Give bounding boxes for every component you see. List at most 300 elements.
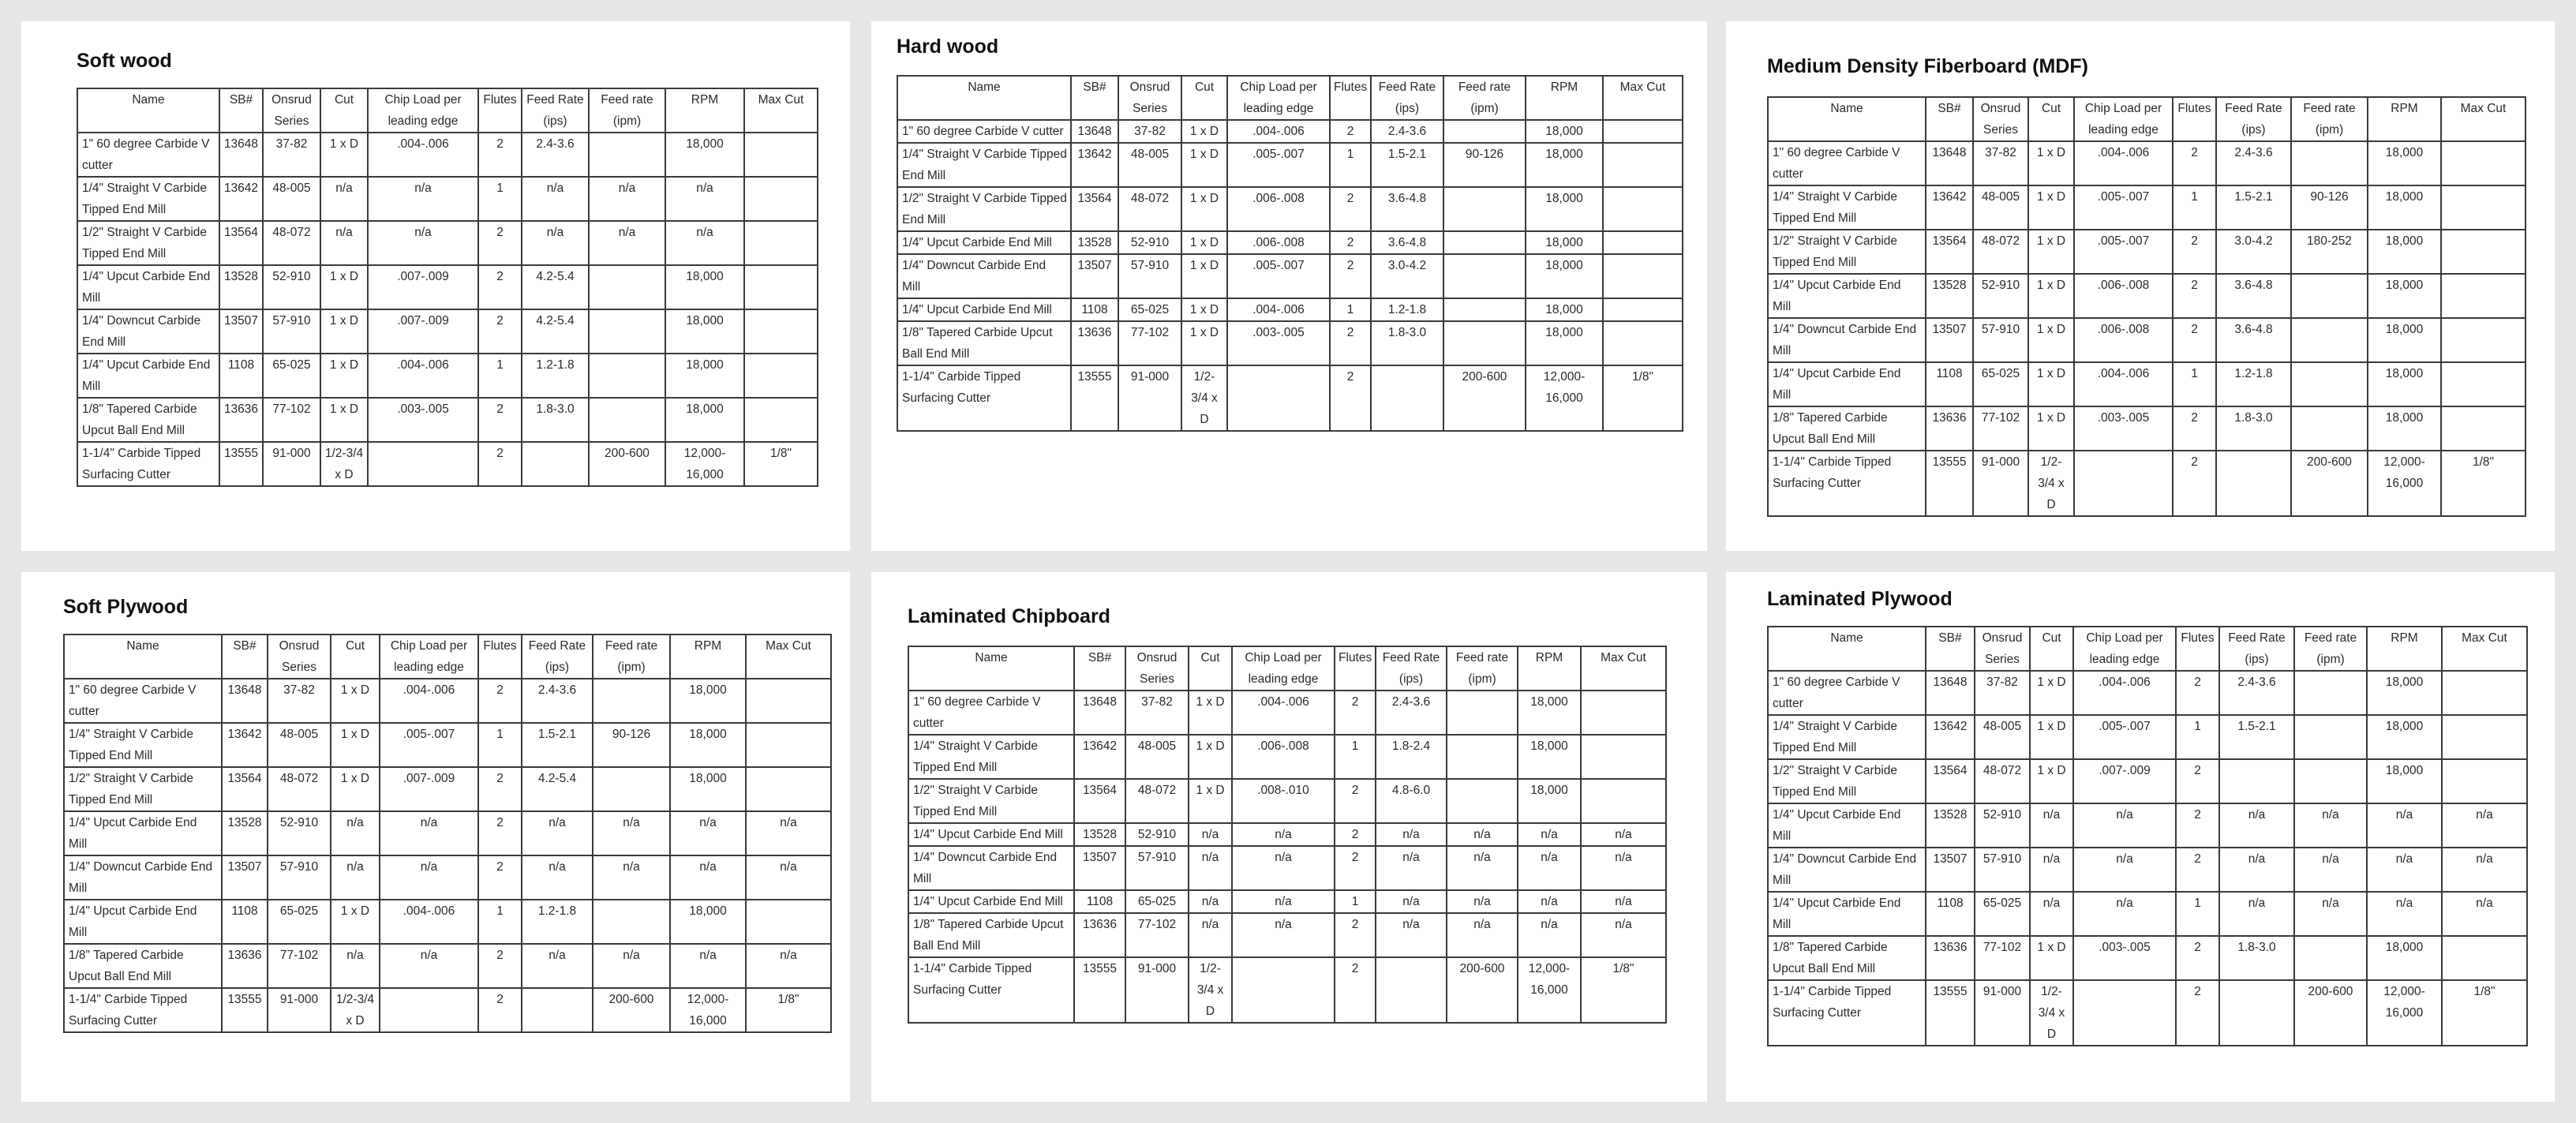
feed-rate-table (1767, 96, 2526, 517)
table-cell: 18,000 (1526, 143, 1603, 187)
table-cell (2216, 451, 2291, 516)
table-row (64, 767, 831, 811)
table-cell: 1108 (1071, 298, 1118, 321)
cutter-name-cell: 1/2" Straight V Carbide Tipped End Mill (1768, 230, 1926, 274)
table-cell (1232, 957, 1335, 1023)
table-row (1768, 185, 2525, 230)
table-cell (1447, 735, 1518, 779)
table-cell: 1 x D (320, 354, 368, 398)
cutter-name-cell: 1" 60 degree Carbide V cutter (64, 679, 222, 723)
table-cell: n/a (593, 855, 670, 900)
table-cell (1443, 298, 1526, 321)
cutter-name-cell: 1/4" Upcut Carbide End Mill (1768, 274, 1926, 318)
table-cell (746, 679, 831, 723)
table-cell: 18,000 (2368, 185, 2441, 230)
table-cell: 2 (1335, 913, 1376, 957)
table-cell: .006-.008 (2074, 274, 2173, 318)
table-row (897, 298, 1683, 321)
table-cell: 48-072 (263, 221, 320, 265)
table-cell (2442, 759, 2527, 803)
table-cell: 48-072 (1125, 779, 1189, 823)
table-cell: n/a (2294, 892, 2367, 936)
table-cell: 18,000 (1518, 735, 1581, 779)
table-cell (2442, 936, 2527, 980)
table-cell: n/a (380, 811, 478, 855)
table-cell: 13648 (1926, 671, 1975, 715)
feed-rate-table (77, 88, 818, 487)
table-cell: 4.8-6.0 (1376, 779, 1447, 823)
table-cell: 2 (2173, 230, 2216, 274)
table-cell: 13507 (1926, 848, 1975, 892)
table-cell: 1 x D (2028, 230, 2074, 274)
cutter-name-cell: 1/4" Upcut Carbide End Mill (897, 231, 1071, 254)
table-cell: .003-.005 (1227, 321, 1330, 365)
table-row (77, 133, 818, 177)
table-cell: 1 x D (1189, 691, 1232, 735)
table-cell: n/a (522, 855, 593, 900)
table-cell: 2 (1330, 321, 1371, 365)
table-cell: 180-252 (2291, 230, 2368, 274)
column-header: Feed Rate (ips) (2216, 97, 2291, 141)
table-cell: 13636 (1071, 321, 1118, 365)
table-cell: n/a (593, 811, 670, 855)
table-cell: 2 (478, 133, 522, 177)
table-row (1768, 406, 2525, 451)
table-cell (593, 767, 670, 811)
table-cell: 2 (478, 944, 522, 988)
table-cell: 2.4-3.6 (1371, 120, 1443, 143)
table-cell (2073, 980, 2176, 1046)
table-cell: 18,000 (665, 309, 744, 354)
cutter-name-cell: 1/4" Straight V Carbide Tipped End Mill (897, 143, 1071, 187)
table-cell: 12,000-16,000 (1526, 365, 1603, 431)
table-cell: 13648 (1926, 141, 1973, 185)
table-cell: 1.8-3.0 (2219, 936, 2294, 980)
table-cell: 13648 (1074, 691, 1125, 735)
table-cell: 1 (2176, 892, 2219, 936)
table-cell (589, 265, 665, 309)
table-row (1768, 451, 2525, 516)
column-header: Flutes (1335, 646, 1376, 691)
table-cell: 18,000 (1526, 298, 1603, 321)
table-row (1768, 980, 2527, 1046)
table-cell: 2 (2173, 451, 2216, 516)
table-cell: 52-910 (263, 265, 320, 309)
table-cell: .005-.007 (380, 723, 478, 767)
table-cell (1603, 254, 1683, 298)
table-cell: .004-.006 (2073, 671, 2176, 715)
column-header: Onsrud Series (1118, 76, 1181, 120)
table-cell (1581, 691, 1666, 735)
table-cell: n/a (320, 221, 368, 265)
table-cell: 13564 (219, 221, 263, 265)
table-row (908, 913, 1666, 957)
table-cell: 1/8" (746, 988, 831, 1032)
table-cell: 2 (478, 442, 522, 486)
panel-title: Hard wood (897, 36, 999, 58)
table-cell: n/a (368, 177, 478, 221)
table-cell: 2.4-3.6 (1376, 691, 1447, 735)
table-cell: n/a (665, 177, 744, 221)
table-cell: 18,000 (665, 354, 744, 398)
cutter-name-cell: 1" 60 degree Carbide V cutter (897, 120, 1071, 143)
table-cell: 1.8-3.0 (1371, 321, 1443, 365)
table-cell: 12,000-16,000 (1518, 957, 1581, 1023)
table-cell: 1/2-3/4 x D (2028, 451, 2074, 516)
table-cell: 18,000 (2367, 936, 2442, 980)
table-cell: n/a (1447, 823, 1518, 846)
table-cell: 48-072 (268, 767, 331, 811)
table-cell: n/a (2073, 892, 2176, 936)
table-cell: 1 x D (2028, 185, 2074, 230)
table-row (64, 811, 831, 855)
table-row (64, 679, 831, 723)
cutter-name-cell: 1/4" Straight V Carbide Tipped End Mill (1768, 715, 1926, 759)
table-cell: 2 (478, 265, 522, 309)
table-cell: .004-.006 (368, 133, 478, 177)
table-cell: 77-102 (1973, 406, 2028, 451)
table-row (64, 855, 831, 900)
table-cell: 1 x D (1181, 187, 1227, 231)
table-cell: 91-000 (268, 988, 331, 1032)
column-header: Max Cut (1603, 76, 1683, 120)
table-cell: n/a (670, 944, 746, 988)
table-cell: 37-82 (1973, 141, 2028, 185)
table-cell (589, 398, 665, 442)
table-cell (744, 177, 818, 221)
table-cell: n/a (2442, 892, 2527, 936)
column-header: Onsrud Series (263, 88, 320, 133)
table-cell (744, 309, 818, 354)
table-cell (1443, 231, 1526, 254)
table-cell: 13636 (1926, 406, 1973, 451)
table-row (77, 398, 818, 442)
table-cell (1443, 187, 1526, 231)
column-header: Flutes (1330, 76, 1371, 120)
table-cell: n/a (1189, 823, 1232, 846)
table-cell: 48-005 (263, 177, 320, 221)
table-cell: 2 (2176, 803, 2219, 848)
table-cell (744, 354, 818, 398)
table-cell: 13528 (1071, 231, 1118, 254)
table-cell: .003-.005 (368, 398, 478, 442)
table-cell: .003-.005 (2074, 406, 2173, 451)
table-cell: 200-600 (2291, 451, 2368, 516)
panel-title: Soft Plywood (63, 596, 189, 618)
chart-panel-laminated-chipboard (871, 572, 1707, 1102)
table-cell: .008-.010 (1232, 779, 1335, 823)
table-cell (593, 679, 670, 723)
panel-title: Laminated Plywood (1767, 588, 1953, 610)
cutter-name-cell: 1/4" Straight V Carbide Tipped End Mill (908, 735, 1074, 779)
table-cell: 13507 (219, 309, 263, 354)
table-cell: 1 x D (1181, 120, 1227, 143)
table-cell (2294, 671, 2367, 715)
table-cell: 2.4-3.6 (2216, 141, 2291, 185)
column-header: Name (897, 76, 1071, 120)
table-cell: 52-910 (268, 811, 331, 855)
table-row (1768, 318, 2525, 362)
table-cell: 13636 (1926, 936, 1975, 980)
table-cell: .004-.006 (1232, 691, 1335, 735)
table-cell: 13528 (1074, 823, 1125, 846)
table-cell (380, 988, 478, 1032)
table-row (64, 944, 831, 988)
table-cell (368, 442, 478, 486)
table-cell: 200-600 (1443, 365, 1526, 431)
table-cell: n/a (380, 944, 478, 988)
table-cell: 91-000 (1975, 980, 2030, 1046)
table-row (1768, 936, 2527, 980)
table-cell: .005-.007 (1227, 143, 1330, 187)
table-cell: 18,000 (2368, 274, 2441, 318)
table-cell: 3.6-4.8 (1371, 187, 1443, 231)
table-cell: 2 (1330, 187, 1371, 231)
table-cell: 2 (478, 309, 522, 354)
table-cell (589, 354, 665, 398)
column-header: SB# (1071, 76, 1118, 120)
table-cell (2441, 230, 2525, 274)
table-cell: 65-025 (263, 354, 320, 398)
cutter-name-cell: 1/4" Upcut Carbide End Mill (64, 900, 222, 944)
table-cell: 2 (2173, 318, 2216, 362)
column-header: Feed rate (ipm) (2291, 97, 2368, 141)
cutter-name-cell: 1/4" Upcut Carbide End Mill (908, 823, 1074, 846)
table-cell: 3.0-4.2 (2216, 230, 2291, 274)
table-cell: 37-82 (263, 133, 320, 177)
column-header: RPM (1518, 646, 1581, 691)
table-cell: 200-600 (589, 442, 665, 486)
table-row (897, 254, 1683, 298)
table-cell: 77-102 (1975, 936, 2030, 980)
table-cell: 18,000 (1518, 691, 1581, 735)
table-cell: 1 x D (331, 679, 380, 723)
table-cell: 13507 (1926, 318, 1973, 362)
column-header: SB# (222, 634, 268, 679)
table-cell: 1 x D (1181, 298, 1227, 321)
table-cell: 13648 (1071, 120, 1118, 143)
cutter-name-cell: 1/4" Upcut Carbide End Mill (77, 354, 219, 398)
table-cell: 57-910 (268, 855, 331, 900)
table-cell: .004-.006 (380, 679, 478, 723)
table-cell (2219, 759, 2294, 803)
table-cell: n/a (2030, 848, 2073, 892)
cutter-name-cell: 1" 60 degree Carbide V cutter (908, 691, 1074, 735)
table-cell (593, 900, 670, 944)
table-cell: .004-.006 (380, 900, 478, 944)
header-row (1768, 97, 2525, 141)
column-header: Chip Load per leading edge (1232, 646, 1335, 691)
table-cell: 65-025 (268, 900, 331, 944)
cutter-name-cell: 1/4" Upcut Carbide End Mill (1768, 803, 1926, 848)
table-cell: 18,000 (2368, 406, 2441, 451)
table-cell: 18,000 (670, 723, 746, 767)
table-cell (1447, 691, 1518, 735)
table-cell: 12,000-16,000 (665, 442, 744, 486)
table-cell: 13642 (1074, 735, 1125, 779)
column-header: Feed Rate (ips) (2219, 627, 2294, 671)
table-cell: 2 (2176, 980, 2219, 1046)
table-cell: 52-910 (1975, 803, 2030, 848)
table-cell: .006-.008 (1232, 735, 1335, 779)
column-header: SB# (219, 88, 263, 133)
table-cell: 18,000 (665, 265, 744, 309)
table-row (77, 309, 818, 354)
table-cell: n/a (1376, 846, 1447, 890)
table-cell: n/a (1232, 913, 1335, 957)
table-cell: n/a (665, 221, 744, 265)
cutter-name-cell: 1/4" Downcut Carbide End Mill (1768, 318, 1926, 362)
table-cell: n/a (2294, 803, 2367, 848)
table-cell: 13564 (1071, 187, 1118, 231)
table-cell: n/a (1518, 846, 1581, 890)
cutter-name-cell: 1/4" Downcut Carbide End Mill (897, 254, 1071, 298)
table-cell (746, 767, 831, 811)
table-cell: 2 (2173, 406, 2216, 451)
cutter-name-cell: 1/4" Straight V Carbide Tipped End Mill (1768, 185, 1926, 230)
table-cell: 1108 (1926, 362, 1973, 406)
cutter-name-cell: 1" 60 degree Carbide V cutter (77, 133, 219, 177)
table-cell (1443, 120, 1526, 143)
table-cell: 13528 (219, 265, 263, 309)
table-cell: n/a (1376, 890, 1447, 913)
column-header: SB# (1074, 646, 1125, 691)
column-header: Chip Load per leading edge (368, 88, 478, 133)
table-cell: n/a (2294, 848, 2367, 892)
table-cell (1603, 321, 1683, 365)
table-cell: 1.2-1.8 (1371, 298, 1443, 321)
table-cell: n/a (1581, 846, 1666, 890)
table-cell: .004-.006 (1227, 298, 1330, 321)
column-header: Onsrud Series (1973, 97, 2028, 141)
cutter-name-cell: 1" 60 degree Carbide V cutter (1768, 671, 1926, 715)
column-header: Flutes (2176, 627, 2219, 671)
table-cell: 4.2-5.4 (522, 767, 593, 811)
table-row (1768, 362, 2525, 406)
table-cell: 13507 (1071, 254, 1118, 298)
column-header: Feed Rate (ips) (1376, 646, 1447, 691)
table-cell (1443, 321, 1526, 365)
table-cell (2074, 451, 2173, 516)
column-header: Cut (331, 634, 380, 679)
table-cell: 18,000 (2368, 230, 2441, 274)
table-cell: 1 x D (2030, 671, 2073, 715)
table-cell: 200-600 (593, 988, 670, 1032)
table-cell: 1/2-3/4 x D (2030, 980, 2073, 1046)
table-cell: .004-.006 (2074, 362, 2173, 406)
table-cell: 65-025 (1125, 890, 1189, 913)
table-cell: 13555 (1074, 957, 1125, 1023)
cutter-name-cell: 1/4" Upcut Carbide End Mill (1768, 892, 1926, 936)
column-header: Cut (320, 88, 368, 133)
table-cell: n/a (1518, 913, 1581, 957)
table-cell: n/a (2030, 803, 2073, 848)
table-cell: 1.5-2.1 (2216, 185, 2291, 230)
table-cell: 77-102 (1125, 913, 1189, 957)
table-cell: 18,000 (1526, 120, 1603, 143)
table-cell: 48-072 (1118, 187, 1181, 231)
column-header: Name (77, 88, 219, 133)
table-cell: 18,000 (665, 133, 744, 177)
table-cell: 1 x D (2028, 406, 2074, 451)
table-cell: 1 x D (2028, 141, 2074, 185)
table-cell: 52-910 (1125, 823, 1189, 846)
table-cell: 1.2-1.8 (2216, 362, 2291, 406)
table-cell: 1.2-1.8 (522, 900, 593, 944)
cutter-name-cell: 1/8" Tapered Carbide Upcut Ball End Mill (908, 913, 1074, 957)
table-cell (2294, 759, 2367, 803)
table-row (908, 735, 1666, 779)
table-cell: 2 (478, 811, 522, 855)
table-cell: n/a (2073, 803, 2176, 848)
table-cell: n/a (1581, 890, 1666, 913)
cutter-name-cell: 1-1/4" Carbide Tipped Surfacing Cutter (1768, 451, 1926, 516)
table-row (64, 900, 831, 944)
table-cell (744, 221, 818, 265)
table-cell: 1/8" (1603, 365, 1683, 431)
table-cell: 18,000 (2368, 141, 2441, 185)
table-row (908, 890, 1666, 913)
table-cell: 1/8" (744, 442, 818, 486)
table-cell: 13564 (1926, 230, 1973, 274)
table-cell: n/a (670, 811, 746, 855)
feed-rate-table (908, 646, 1667, 1024)
column-header: Flutes (478, 88, 522, 133)
column-header: Max Cut (746, 634, 831, 679)
cutter-name-cell: 1/8" Tapered Carbide Upcut Ball End Mill (1768, 936, 1926, 980)
table-row (64, 988, 831, 1032)
table-cell: 57-910 (1118, 254, 1181, 298)
table-cell: n/a (1518, 890, 1581, 913)
table-cell: 13642 (222, 723, 268, 767)
table-row (1768, 274, 2525, 318)
table-cell: n/a (522, 811, 593, 855)
table-cell: n/a (2219, 803, 2294, 848)
table-cell: 2 (2173, 141, 2216, 185)
table-row (897, 231, 1683, 254)
column-header: Feed Rate (ips) (522, 88, 589, 133)
table-cell: 18,000 (2368, 362, 2441, 406)
table-cell: 2 (1330, 365, 1371, 431)
table-row (908, 957, 1666, 1023)
table-cell: 48-072 (1973, 230, 2028, 274)
table-cell (522, 442, 589, 486)
table-cell: 77-102 (263, 398, 320, 442)
table-cell: n/a (522, 177, 589, 221)
column-header: Feed rate (ipm) (593, 634, 670, 679)
table-cell: 18,000 (1526, 231, 1603, 254)
column-header: Chip Load per leading edge (2074, 97, 2173, 141)
table-cell: 3.6-4.8 (1371, 231, 1443, 254)
table-cell (1603, 298, 1683, 321)
table-cell (2219, 980, 2294, 1046)
table-cell: 91-000 (263, 442, 320, 486)
column-header: Max Cut (744, 88, 818, 133)
table-cell: n/a (589, 221, 665, 265)
table-cell: 3.6-4.8 (2216, 318, 2291, 362)
table-cell: 2.4-3.6 (522, 133, 589, 177)
table-row (897, 187, 1683, 231)
table-cell: n/a (1376, 823, 1447, 846)
table-cell: 13648 (222, 679, 268, 723)
table-cell: 1 x D (331, 723, 380, 767)
table-cell (589, 133, 665, 177)
cutter-name-cell: 1/2" Straight V Carbide Tipped End Mill (1768, 759, 1926, 803)
table-cell: 1 (1335, 890, 1376, 913)
table-cell: 2 (1335, 691, 1376, 735)
column-header: Flutes (2173, 97, 2216, 141)
table-cell (1581, 735, 1666, 779)
